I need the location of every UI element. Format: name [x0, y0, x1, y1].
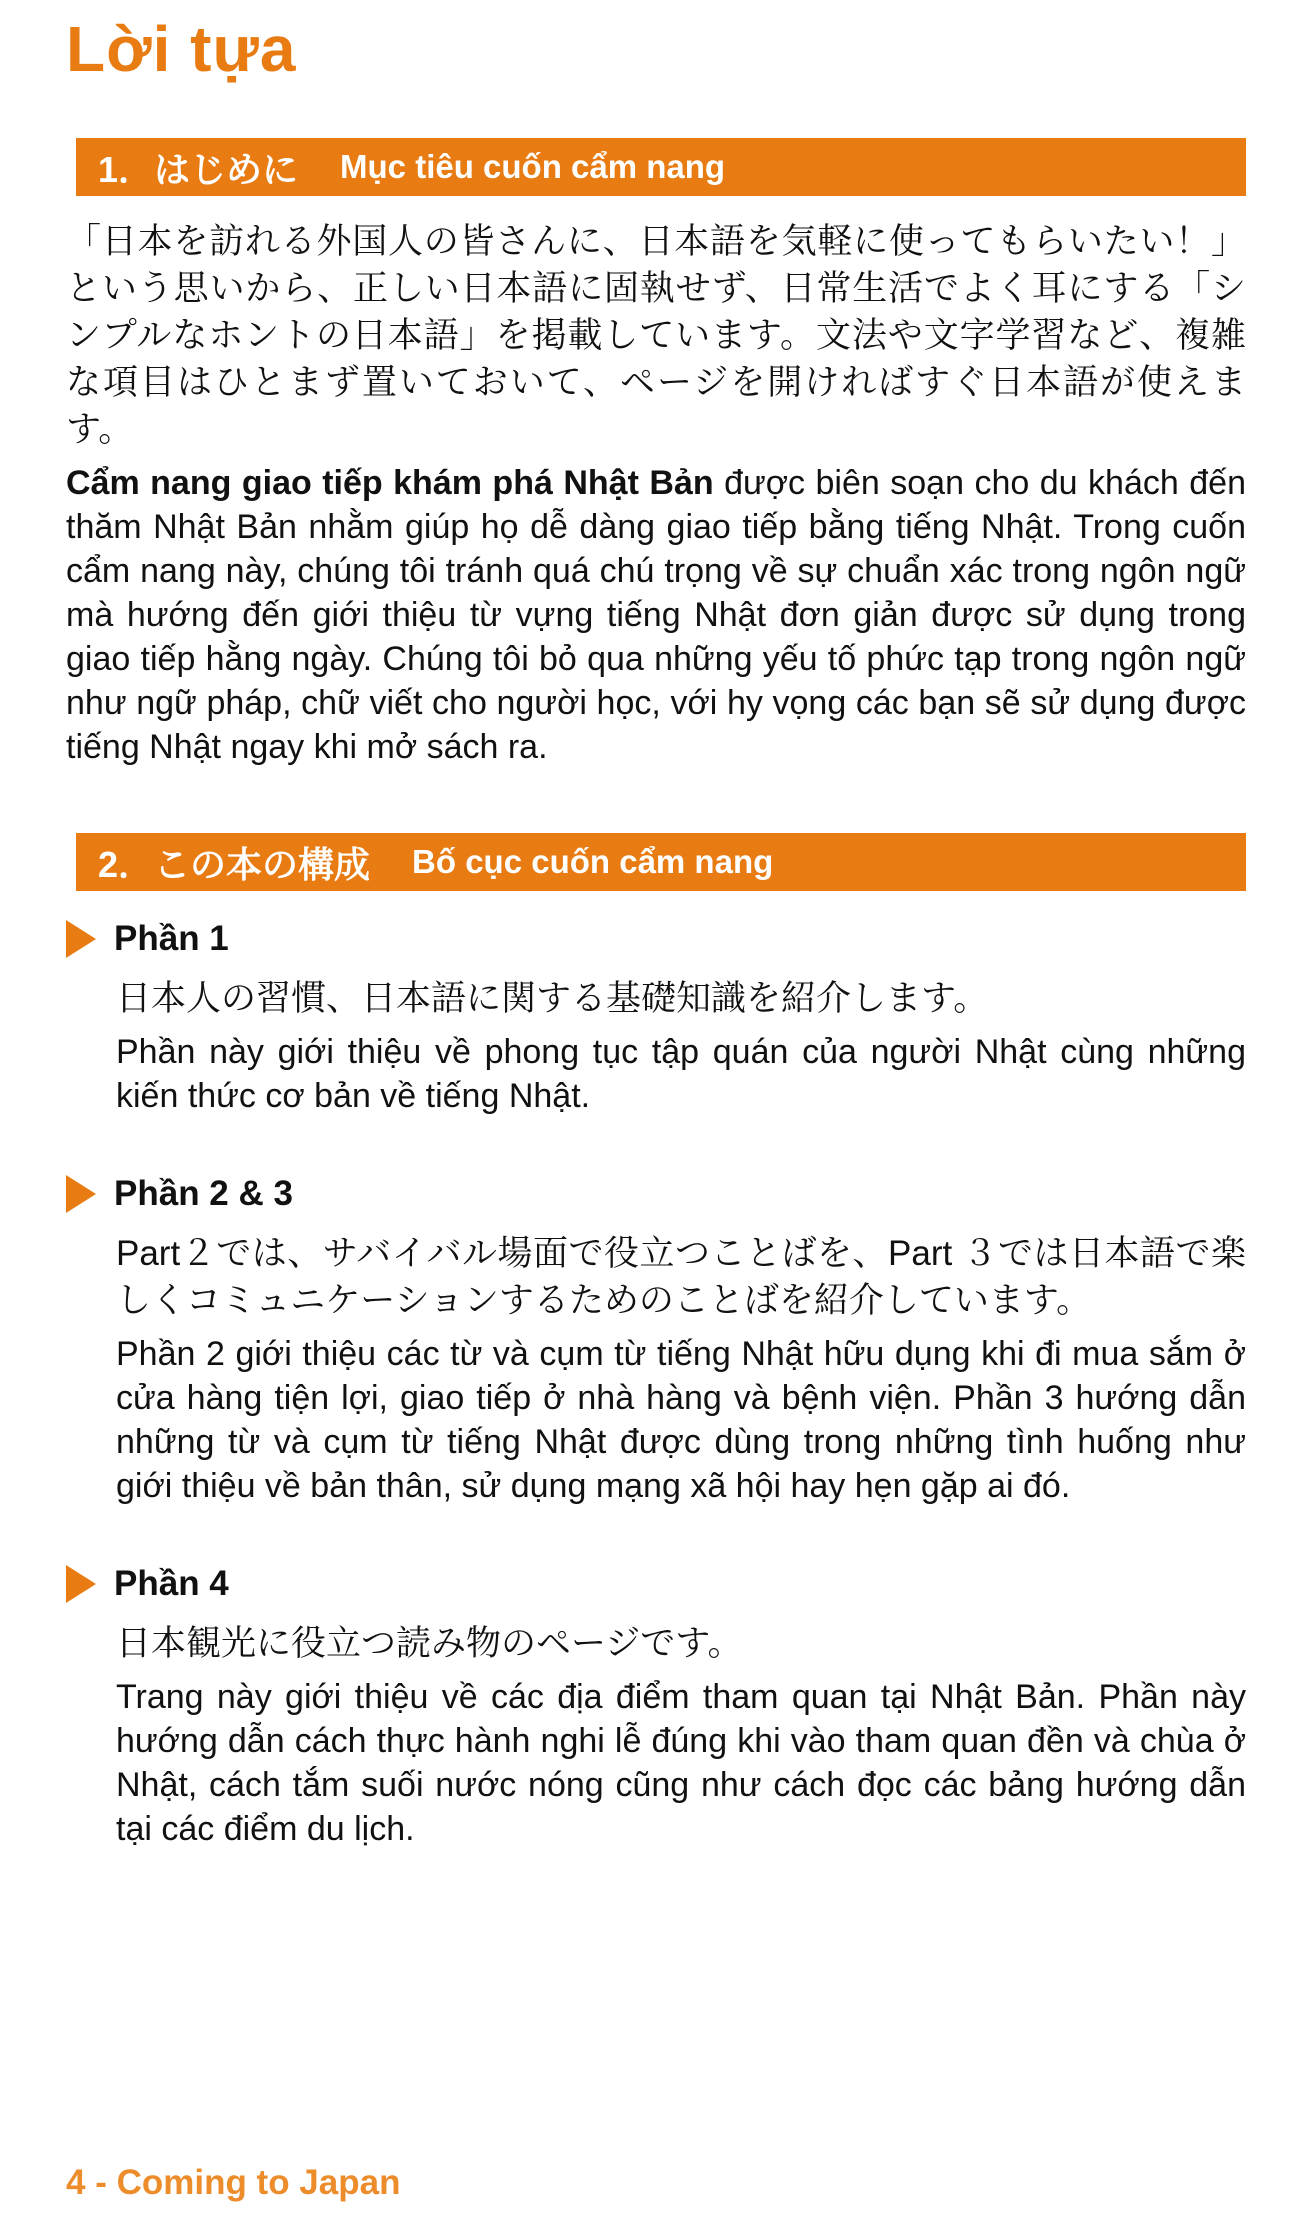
section-1-japanese-paragraph: 「日本を訪れる外国人の皆さんに、日本語を気軽に使ってもらいたい！」という思いから、正しい日本語に固執せず、日常生活でよく耳にする「シンプルなホントの日本語」を掲載しています。文法や文字学習など、複雑な項目はひとまず置いておいて、ページを開ければすぐ日本語が使えます。	[66, 222, 1246, 450]
section-2-header-bar	[76, 833, 1246, 891]
part-1-heading	[66, 919, 1245, 959]
triangle-bullet-icon	[66, 920, 96, 958]
part-2-3-block	[66, 1174, 1245, 1508]
triangle-bullet-icon	[66, 1175, 96, 1213]
part-1-block	[66, 919, 1245, 1118]
section-1-vietnamese-paragraph	[66, 461, 1246, 769]
part-2-3-label: Phần 2 & 3	[114, 1174, 293, 1214]
section-1-heading-japanese: 1．はじめに	[98, 148, 299, 190]
part-4-japanese-text: 日本観光に役立つ読み物のページです。	[116, 1624, 743, 1664]
section-2-heading-japanese: 2．この本の構成	[98, 843, 371, 885]
part-2-3-content	[116, 1230, 1246, 1508]
part-4-label: Phần 4	[114, 1564, 229, 1604]
part-2-3-heading	[66, 1174, 1245, 1214]
part-2-3-japanese-text: Part２では、サバイバル場面で役立つことばを、Part ３では日本語で楽しくコミュニケーションするためのことばを紹介しています。	[116, 1234, 1246, 1321]
part-1-content	[116, 975, 1246, 1118]
section-2-heading-vietnamese: Bố cục cuốn cẩm nang	[412, 843, 774, 881]
section-1-heading-vietnamese: Mục tiêu cuốn cẩm nang	[340, 148, 726, 186]
part-4-heading	[66, 1564, 1245, 1604]
page-footer: 4 - Coming to Japan	[66, 2163, 401, 2202]
page-title: Lời tựa	[66, 13, 297, 85]
part-4-vietnamese-text: Trang này giới thiệu về các địa điểm tham quan tại Nhật Bản. Phần này hướng dẫn cách thực hành nghi lễ đúng khi vào tham quan đền và chùa ở Nhật, cách tắm suối nước nóng cũng như cách đọc các bảng hướng dẫn tại các điểm du lịch.	[116, 1678, 1246, 1849]
part-4-block	[66, 1564, 1245, 1851]
part-2-3-vietnamese-text: Phần 2 giới thiệu các từ và cụm từ tiếng Nhật hữu dụng khi đi mua sắm ở cửa hàng tiện lợi, giao tiếp ở nhà hàng và bệnh viện. Phần 3 hướng dẫn những từ và cụm từ tiếng Nhật được dùng trong những tình huống như giới thiệu về bản thân, sử dụng mạng xã hội hay hẹn gặp ai đó.	[116, 1335, 1246, 1506]
book-title-bold-text: Cẩm nang giao tiếp khám phá Nhật Bản	[66, 464, 714, 503]
part-4-content	[116, 1620, 1246, 1851]
part-1-japanese-text: 日本人の習慣、日本語に関する基礎知識を紹介します。	[116, 979, 989, 1019]
triangle-bullet-icon	[66, 1565, 96, 1603]
section-1-vietnamese-paragraph-rest: được biên soạn cho du khách đến thăm Nhật Bản nhằm giúp họ dễ dàng giao tiếp bằng tiếng Nhật. Trong cuốn cẩm nang này, chúng tôi tránh quá chú trọng về sự chuẩn xác trong ngôn ngữ mà hướng đến giới thiệu từ vựng tiếng Nhật đơn giản được sử dụng trong giao tiếp hằng ngày. Chúng tôi bỏ qua những yếu tố phức tạp trong ngôn ngữ như ngữ pháp, chữ viết cho người học, với hy vọng các bạn sẽ sử dụng được tiếng Nhật ngay khi mở sách ra.	[66, 464, 1246, 767]
part-1-label: Phần 1	[114, 919, 229, 959]
part-1-vietnamese-text: Phần này giới thiệu về phong tục tập quán của người Nhật cùng những kiến thức cơ bản về tiếng Nhật.	[116, 1033, 1246, 1116]
section-1-header-bar	[76, 138, 1246, 196]
